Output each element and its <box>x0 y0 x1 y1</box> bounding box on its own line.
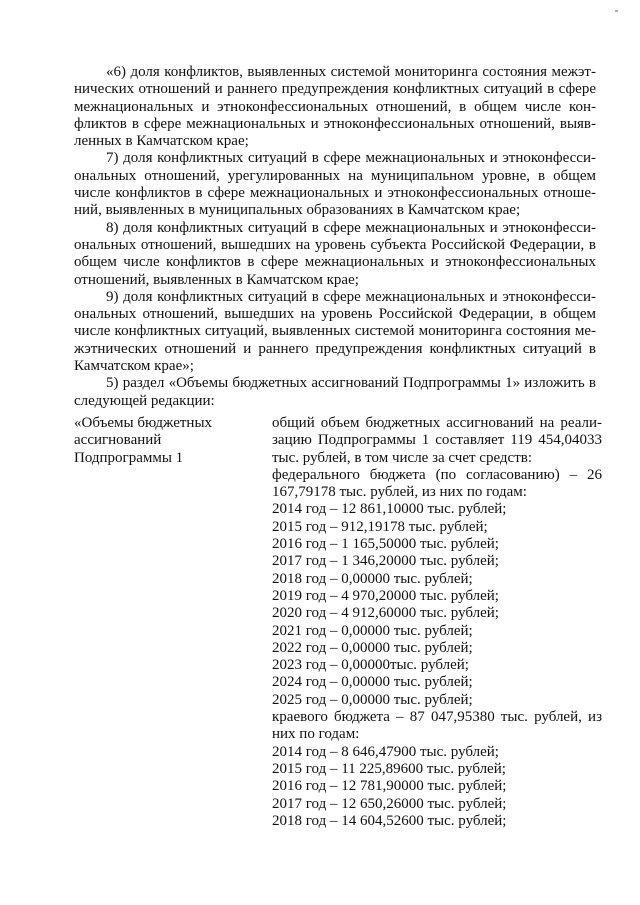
year-amount-line: 2020 год – 4 912,60000 тыс. рублей; <box>272 605 499 622</box>
regional-budget: краевого бюджета – 87 047,95380 тыс. рублей, из них по годам: <box>272 709 602 743</box>
regional-years-list <box>272 744 602 830</box>
year-amount-line: 2017 год – 12 650,26000 тыс. рублей; <box>272 795 507 812</box>
scan-mark <box>615 10 618 12</box>
federal-years-list <box>272 501 602 709</box>
year-amount-line: 2021 год – 0,00000 тыс. рублей; <box>272 622 473 639</box>
paragraph-item-9: 9) доля конфликтных ситуаций в сфере межнациональных и этноконфессиональных отношений, вышедших на уровень Российской Федерации, в общем числе конфликтных ситуаций, выявленных системой мониторинга состояния межэтнических отношений и раннего предупреждения конфликтных ситуаций в Камчатском крае»; <box>74 288 596 375</box>
table-left-line: «Объемы бюджетных <box>74 415 213 431</box>
table-right-column <box>272 415 602 830</box>
year-amount-line: 2015 год – 912,19178 тыс. рублей; <box>272 518 488 535</box>
year-amount-line: 2023 год – 0,00000тыс. рублей; <box>272 657 469 674</box>
paragraph-item-8: 8) доля конфликтных ситуаций в сфере межнациональных и этноконфессиональных отношений, вышедших на уровень субъекта Российской Федерации, в общем числе конфликтов в сфере межнациональных и этноконфессиональных отношений, выявленных в Камчатском крае; <box>74 219 596 288</box>
year-amount-line: 2015 год – 11 225,89600 тыс. рублей; <box>272 760 506 777</box>
paragraph-item-6: «6) доля конфликтов, выявленных системой мониторинга состояния межэтнических отношений и раннего предупреждения конфликтных ситуаций в сфере межнациональных и этноконфессиональных отношений, в общем числе конфликтов в сфере межнациональных и этноконфессиональных отношений, выявленных в Камчатском крае; <box>74 64 596 150</box>
year-amount-line: 2022 год – 0,00000 тыс. рублей; <box>272 639 473 656</box>
year-amount-line: 2014 год – 8 646,47900 тыс. рублей; <box>272 743 499 760</box>
paragraph-item-7: 7) доля конфликтных ситуаций в сфере межнациональных и этноконфессиональных отношений, урегулированных на муниципальном уровне, в общем числе конфликтов в сфере межнациональных и этноконфессиональных отношений, выявленных в муниципальных образованиях в Камчатском крае; <box>74 150 596 219</box>
table-left-line: Подпрограммы 1 <box>74 449 184 466</box>
year-amount-line: 2017 год – 1 346,20000 тыс. рублей; <box>272 553 499 570</box>
year-amount-line: 2016 год – 12 781,90000 тыс. рублей; <box>272 778 507 795</box>
year-amount-line: 2025 год – 0,00000 тыс. рублей; <box>272 691 473 708</box>
budget-total: общий объем бюджетных ассигнований на реализацию Подпрограммы 1 составляет 119 454,04033 тыс. рублей, в том числе за счет средств: <box>272 415 602 466</box>
year-amount-line: 2019 год – 4 970,20000 тыс. рублей; <box>272 587 499 604</box>
paragraph-section-5: 5) раздел «Объемы бюджетных ассигнований Подпрограммы 1» изложить в следующей редакции: <box>74 375 596 409</box>
year-amount-line: 2014 год – 12 861,10000 тыс. рублей; <box>272 501 507 518</box>
year-amount-line: 2024 год – 0,00000 тыс. рублей; <box>272 674 473 691</box>
year-amount-line: 2018 год – 14 604,52600 тыс. рублей; <box>272 812 507 829</box>
table-left-column <box>74 415 244 467</box>
year-amount-line: 2018 год – 0,00000 тыс. рублей; <box>272 570 473 587</box>
federal-budget: федерального бюджета (по согласованию) – 26 167,79178 тыс. рублей, из них по годам: <box>272 466 602 501</box>
year-amount-line: 2016 год – 1 165,50000 тыс. рублей; <box>272 536 499 553</box>
table-left-line: ассигнований <box>74 432 162 449</box>
body-text <box>74 64 596 410</box>
